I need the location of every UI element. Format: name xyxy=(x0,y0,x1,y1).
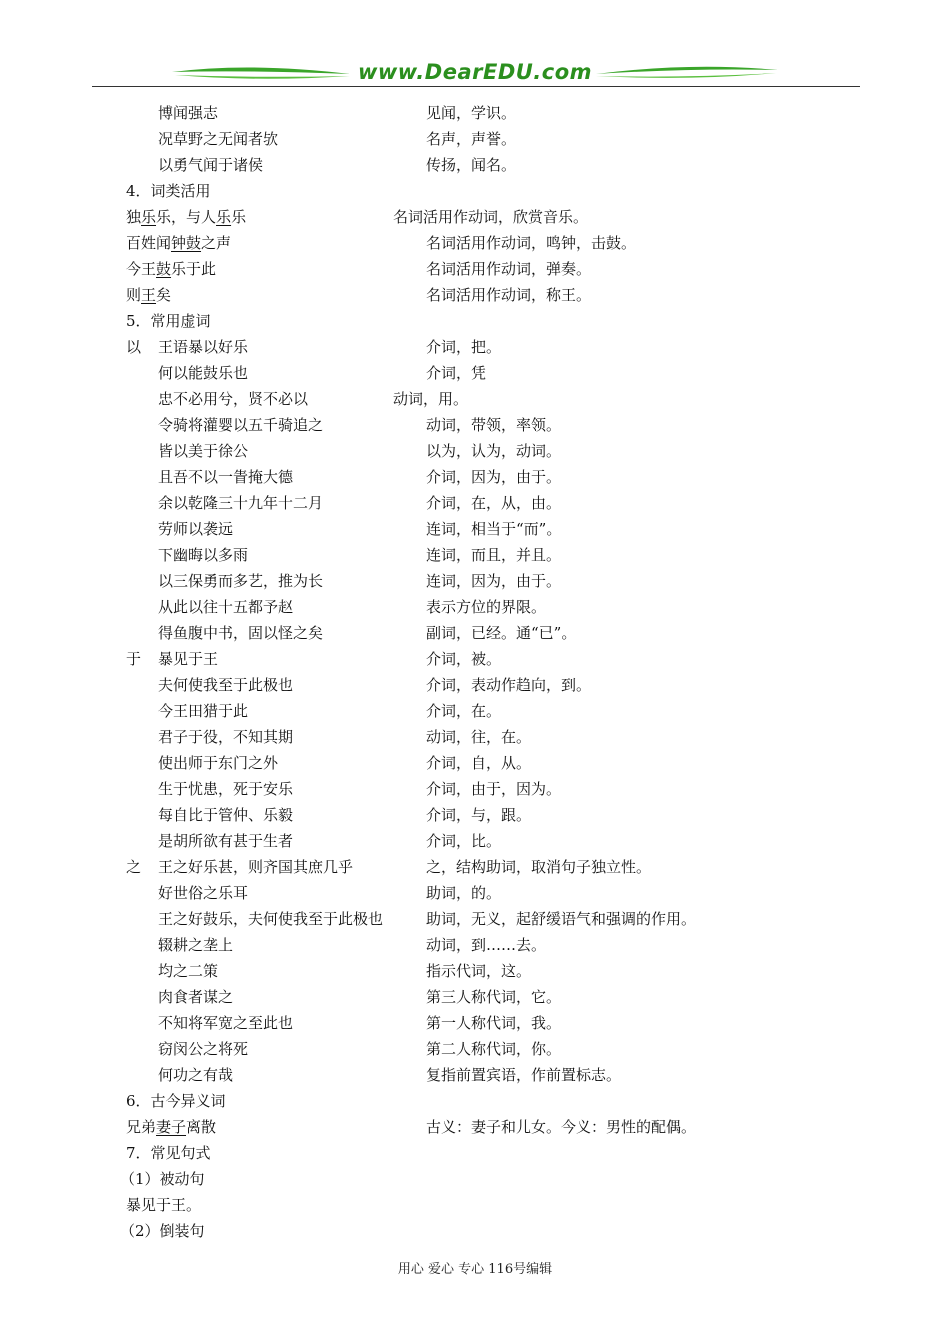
term-gloss: 介词，与，跟。 xyxy=(426,806,532,824)
term-gloss: 表示方位的界限。 xyxy=(426,598,547,616)
term-gloss: 动词，到……去。 xyxy=(426,936,547,954)
term-phrase xyxy=(126,282,171,308)
term-gloss: 名词活用作动词，称王。 xyxy=(426,286,592,304)
term-gloss: 见闻，学识。 xyxy=(426,104,517,122)
term-gloss: 介词，在。 xyxy=(426,702,502,720)
term-phrase: 得鱼腹中书，固以怪之矣 xyxy=(158,624,324,642)
term-phrase: 且吾不以一眚掩大德 xyxy=(158,468,294,486)
term-phrase: 今王田猎于此 xyxy=(158,702,249,720)
term-phrase: 况草野之无闻者欤 xyxy=(158,130,279,148)
term-phrase: 均之二策 xyxy=(158,962,219,980)
text-segment: 离散 xyxy=(186,1118,217,1136)
term-phrase: 何以能鼓乐也 xyxy=(158,364,249,382)
term-gloss: 以为，认为，动词。 xyxy=(426,442,562,460)
term-gloss: 介词，因为，由于。 xyxy=(426,468,562,486)
underlined-word: 乐 xyxy=(141,208,157,226)
term-phrase: 以勇气闻于诸侯 xyxy=(158,156,264,174)
section-heading: 6．古今异义词 xyxy=(126,1092,226,1110)
term-gloss: 连词，而且，并且。 xyxy=(426,546,562,564)
site-logo-text: www.DearEDU.com xyxy=(357,60,593,84)
text-segment: 今王 xyxy=(126,260,157,278)
term-phrase: 王语暴以好乐 xyxy=(158,338,249,356)
text-segment: 独 xyxy=(126,208,142,226)
function-word-char: 之 xyxy=(126,858,142,876)
section-heading: 4．词类活用 xyxy=(126,182,211,200)
term-phrase: 以三保勇而多艺，推为长 xyxy=(158,572,324,590)
underlined-word: 钟鼓 xyxy=(171,234,202,252)
section-heading: 5．常用虚词 xyxy=(126,312,211,330)
term-gloss: 介词，由于，因为。 xyxy=(426,780,562,798)
header-rule xyxy=(92,86,860,87)
term-phrase: 夫何使我至于此极也 xyxy=(158,676,294,694)
example-sentence: 暴见于王。 xyxy=(126,1196,202,1214)
term-phrase: 令骑将灌婴以五千骑追之 xyxy=(158,416,324,434)
term-phrase: 好世俗之乐耳 xyxy=(158,884,249,902)
term-gloss: 动词，往，在。 xyxy=(426,728,532,746)
subheading: （1）被动句 xyxy=(120,1170,205,1188)
function-word-char: 于 xyxy=(126,650,142,668)
term-phrase: 不知将军宽之至此也 xyxy=(158,1014,294,1032)
underlined-word: 王 xyxy=(141,286,157,304)
term-gloss: 名词活用作动词，欣赏音乐。 xyxy=(393,208,589,226)
term-phrase: 君子于役，不知其期 xyxy=(158,728,294,746)
term-gloss: 助词，的。 xyxy=(426,884,502,902)
term-phrase: 劳师以袭远 xyxy=(158,520,234,538)
text-segment: 乐，与人 xyxy=(156,208,217,226)
term-phrase: 暴见于王 xyxy=(158,650,219,668)
text-segment: 之声 xyxy=(201,234,232,252)
text-segment: 矣 xyxy=(156,286,172,304)
term-gloss: 名词活用作动词，弹奏。 xyxy=(426,260,592,278)
term-gloss: 连词，相当于“而”。 xyxy=(426,520,562,538)
term-gloss: 介词，表动作趋向，到。 xyxy=(426,676,592,694)
term-gloss: 名词活用作动词，鸣钟，击鼓。 xyxy=(426,234,637,252)
text-segment: 则 xyxy=(126,286,142,304)
term-gloss: 动词，带领，率领。 xyxy=(426,416,562,434)
term-phrase: 皆以美于徐公 xyxy=(158,442,249,460)
term-gloss: 介词，自，从。 xyxy=(426,754,532,772)
footer-text: 用心 爱心 专心 116号编辑 xyxy=(397,1262,553,1277)
term-gloss: 副词，已经。通“已”。 xyxy=(426,624,577,642)
term-phrase: 何功之有哉 xyxy=(158,1066,234,1084)
term-phrase xyxy=(126,204,246,230)
term-gloss: 第二人称代词，你。 xyxy=(426,1040,562,1058)
term-gloss: 名声，声誉。 xyxy=(426,130,517,148)
term-gloss: 指示代词，这。 xyxy=(426,962,532,980)
term-phrase xyxy=(126,1114,216,1140)
term-gloss: 介词，凭 xyxy=(426,364,487,382)
term-phrase: 使出师于东门之外 xyxy=(158,754,279,772)
term-gloss: 传扬，闻名。 xyxy=(426,156,517,174)
term-phrase: 忠不必用兮，贤不必以 xyxy=(158,390,309,408)
term-phrase: 肉食者谋之 xyxy=(158,988,234,1006)
term-gloss: 之，结构助词，取消句子独立性。 xyxy=(426,858,652,876)
text-segment: 百姓闻 xyxy=(126,234,172,252)
section-heading: 7．常见句式 xyxy=(126,1144,211,1162)
term-gloss: 介词，把。 xyxy=(426,338,502,356)
term-phrase: 下幽晦以多雨 xyxy=(158,546,249,564)
term-gloss: 复指前置宾语，作前置标志。 xyxy=(426,1066,622,1084)
term-phrase: 是胡所欲有甚于生者 xyxy=(158,832,294,850)
term-phrase: 王之好鼓乐，夫何使我至于此极也 xyxy=(158,910,384,928)
text-segment: 乐 xyxy=(231,208,247,226)
underlined-word: 妻子 xyxy=(156,1118,187,1136)
text-segment: 乐于此 xyxy=(171,260,217,278)
term-phrase: 生于忧患，死于安乐 xyxy=(158,780,294,798)
term-phrase: 每自比于管仲、乐毅 xyxy=(158,806,294,824)
term-gloss: 助词，无义，起舒缓语气和强调的作用。 xyxy=(426,910,697,928)
term-gloss: 第一人称代词，我。 xyxy=(426,1014,562,1032)
term-gloss: 连词，因为，由于。 xyxy=(426,572,562,590)
term-phrase: 博闻强志 xyxy=(158,104,219,122)
term-gloss: 古义：妻子和儿女。今义：男性的配偶。 xyxy=(426,1118,697,1136)
underlined-word: 乐 xyxy=(216,208,232,226)
subheading: （2）倒装句 xyxy=(120,1222,205,1240)
term-gloss: 介词，比。 xyxy=(426,832,502,850)
term-gloss: 介词，被。 xyxy=(426,650,502,668)
underlined-word: 鼓 xyxy=(156,260,172,278)
term-gloss: 介词，在，从，由。 xyxy=(426,494,562,512)
term-gloss: 第三人称代词，它。 xyxy=(426,988,562,1006)
term-phrase xyxy=(126,256,216,282)
term-phrase xyxy=(126,230,231,256)
term-phrase: 窃闵公之将死 xyxy=(158,1040,249,1058)
term-gloss: 动词，用。 xyxy=(393,390,469,408)
text-segment: 兄弟 xyxy=(126,1118,157,1136)
term-phrase: 从此以往十五都予赵 xyxy=(158,598,294,616)
term-phrase: 辍耕之垄上 xyxy=(158,936,234,954)
function-word-char: 以 xyxy=(126,338,142,356)
term-phrase: 王之好乐甚，则齐国其庶几乎 xyxy=(158,858,354,876)
term-phrase: 余以乾隆三十九年十二月 xyxy=(158,494,324,512)
